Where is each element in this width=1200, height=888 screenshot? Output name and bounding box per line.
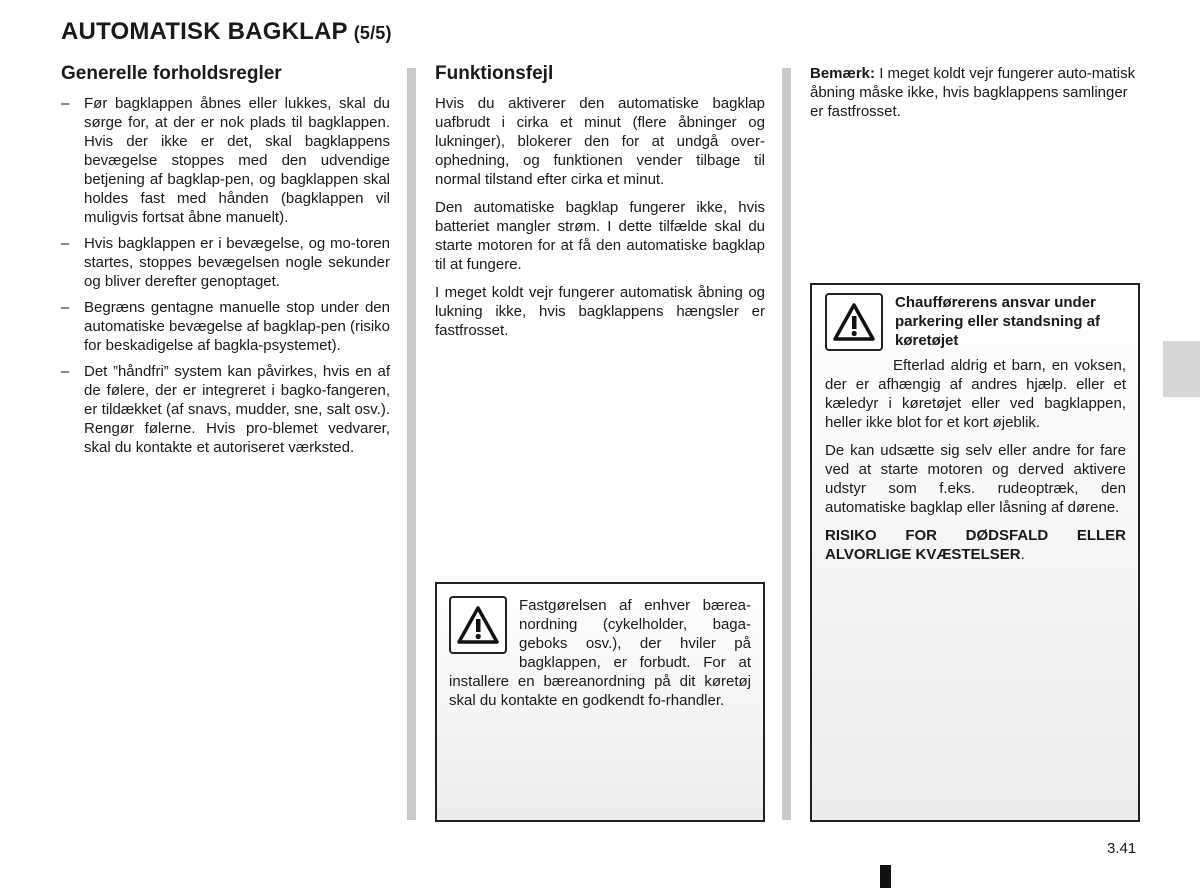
- list-item: [61, 234, 390, 291]
- list-dash: –: [61, 299, 70, 316]
- column-malfunction: [435, 62, 765, 349]
- list-item-text: Begræns gentagne manuelle stop under den automatiske bevægelse af bagklap-pen (risiko for beskadigelse af bagkla-psystemet).: [84, 299, 390, 354]
- warning-triangle-icon: [449, 596, 507, 654]
- page-number: 3.41: [1107, 840, 1137, 857]
- general-precautions-heading: Generelle forholdsregler: [61, 63, 282, 84]
- list-dash: –: [61, 363, 70, 380]
- note-label: Bemærk:: [810, 65, 876, 82]
- warning-carrier-text: Fastgørelsen af enhver bærea-nordning (cykelholder, baga-geboks osv.), der hviler på bagklappen, er forbudt. For at installere en bæreanordning på dit køretøj skal du kontakte en godkendt fo-rhandler.: [449, 597, 751, 709]
- list-item-text: Før bagklappen åbnes eller lukkes, skal du sørge for, at der er nok plads til bagklappen. Hvis der ikke er det, skal bagklappens bevægelse stoppes med den udvendige betjening af bagklap-pen, og bagklappen skal holdes fast med hånden (bagklappen vil muligvis fortsat åbne manuelt).: [84, 95, 390, 226]
- column-divider: [407, 68, 416, 820]
- list-item: [61, 362, 390, 457]
- list-dash: –: [61, 95, 70, 112]
- list-item-text: Hvis bagklappen er i bevægelse, og mo-toren startes, stoppes bevægelsen nogle sekunder og bliver derefter genoptaget.: [84, 235, 390, 290]
- column-divider: [782, 68, 791, 820]
- malfunction-paragraph: Den automatiske bagklap fungerer ikke, hvis batteriet mangler strøm. I dette tilfælde skal du starte motoren for at få den automatiske bagklap til at fungere.: [435, 199, 765, 273]
- malfunction-paragraph: Hvis du aktiverer den automatiske bagklap uafbrudt i cirka et minut (flere åbninger og lukninger), blokerer den for at undgå over-ophedning, og funktionen vender tilbage til normal tilstand efter cirka et minut.: [435, 95, 765, 188]
- warning-box-carrier: [435, 582, 765, 822]
- warning-driver-paragraph: Efterlad aldrig et barn, en voksen, der er afhængig af andres hjælp. eller et kæledyr i køretøjet eller ved bagklappen, heller ikke blot for et kort øjeblik.: [825, 357, 1126, 431]
- warning-risk-end: .: [1020, 546, 1025, 563]
- precautions-list: [61, 94, 390, 457]
- column-note: [810, 64, 1140, 121]
- page-title: [61, 18, 392, 46]
- warning-box-driver-responsibility: [810, 283, 1140, 822]
- note-text: I meget koldt vejr fungerer auto-matisk åbning måske ikke, hvis bagklappens samlinger er fastfrosset.: [810, 65, 1136, 120]
- page-title-text: AUTOMATISK BAGKLAP: [61, 18, 348, 45]
- warning-risk-text: RISIKO FOR DØDSFALD ELLER ALVORLIGE KVÆSTELSER: [825, 527, 1126, 563]
- list-dash: –: [61, 235, 70, 252]
- column-general-precautions: [61, 62, 390, 464]
- malfunction-heading: Funktionsfejl: [435, 63, 554, 84]
- page-title-part: (5/5): [353, 23, 392, 43]
- note-paragraph: [810, 64, 1140, 121]
- malfunction-paragraph: I meget koldt vejr fungerer automatisk åbning og lukning ikke, hvis bagklappens hængsler er fastfrosset.: [435, 284, 765, 339]
- warning-driver-paragraph: De kan udsætte sig selv eller andre for fare ved at starte motoren og derved aktivere udstyr som f.eks. rudeoptræk, den automatiske bagklap eller låsning af dørene.: [825, 442, 1126, 516]
- list-item-text: Det ”håndfri” system kan påvirkes, hvis en af de følere, der er integreret i bagko-fangeren, er tildækket (af snavs, mudder, sne, salt osv.). Rengør følerne. Hvis pro-blemet vedvarer, skal du kontakte et autoriseret værksted.: [84, 363, 390, 456]
- print-mark: [880, 865, 891, 888]
- warning-driver-heading: Chaufførerens ansvar under parkering eller standsning af køretøjet: [895, 294, 1101, 349]
- list-item: [61, 94, 390, 227]
- chapter-tab: [1163, 341, 1200, 397]
- list-item: [61, 298, 390, 355]
- warning-risk-line: [825, 526, 1126, 564]
- warning-triangle-icon: [825, 293, 883, 351]
